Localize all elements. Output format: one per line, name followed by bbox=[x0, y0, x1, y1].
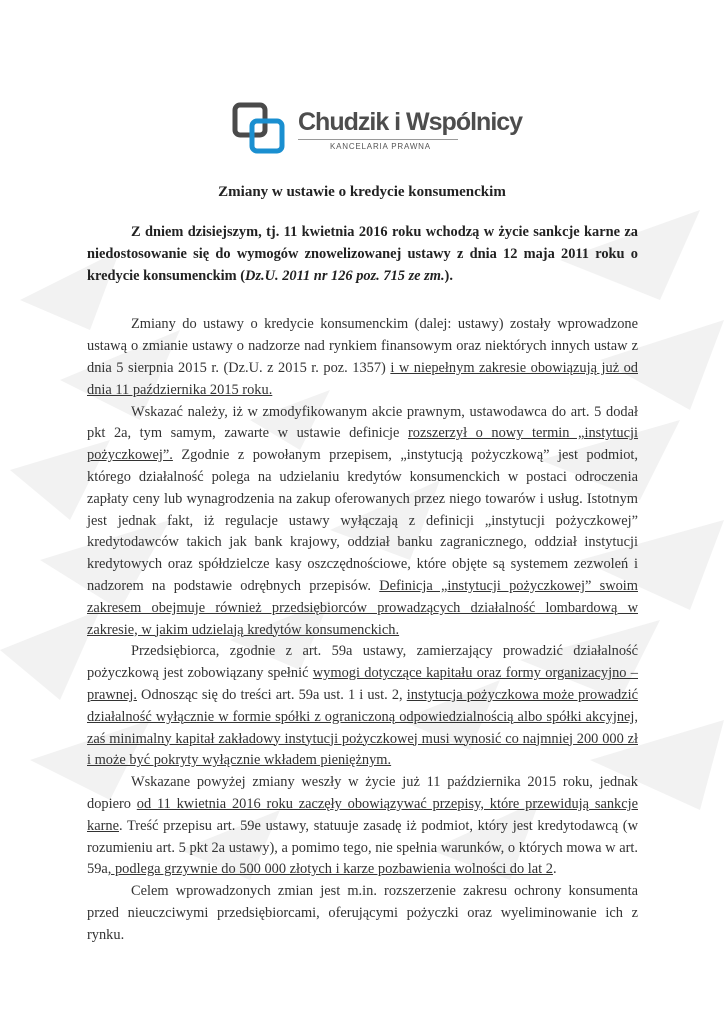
p3-text-b: Odnosząc się do treści art. 59a ust. 1 i ust. 2, bbox=[136, 686, 407, 703]
p4-underlined-1: od 11 kwietnia 2016 roku zaczęły obowiązywać przepisy, które przewidują sankcje karne bbox=[87, 795, 638, 834]
p3-underlined-2: instytucja pożyczkowa może prowadzić działalność wyłącznie w formie spółki z ograniczoną odpowiedzialnością albo spółki akcyjnej, zaś minimalny kapitał zakładowy instytucji pożyczkowej musi wynosić co najmniej 200 000 zł i może być pokryty wyłącznie wkładem pieniężnym. bbox=[87, 686, 638, 769]
company-logo bbox=[232, 102, 523, 160]
document-title: Zmiany w ustawie o kredycie konsumenckim bbox=[218, 184, 506, 200]
lead-text: Z dniem dzisiejszym, tj. 11 kwietnia 2016 roku wchodzą w życie sankcje karne za niedostosowanie się do wymogów znowelizowanej ustawy z dnia 12 maja 2011 roku o kredycie konsumenckim ( bbox=[87, 224, 638, 284]
p2-text-b: Zgodnie z powołanym przepisem, „instytucją pożyczkową” jest podmiot, którego działalność polega na udzielaniu kredytów konsumenckich w postaci odroczenia zapłaty ceny lub wynagrodzenia na zakup oferowanych przez niego towarów i usług. Istotnym jest jednak fakt, iż regulacje ustawy wyłączają z definicji „instytucji pożyczkowej” kredytodawców takich jak bank krajowy, oddział banku zagranicznego, oddział instytucji kredytowych oraz spółdzielcze kasy oszczędnościowe, które objęte są systemem zezwoleń i nadzorem na podstawie odrębnych przepisów. bbox=[87, 447, 638, 594]
logo-mark-icon bbox=[232, 102, 292, 160]
p2-underlined-1: rozszerzył o nowy termin „instytucji pożyczkowej”. bbox=[87, 425, 639, 464]
p4-underlined-2: , podlega grzywnie do 500 000 złotych i karze pozbawienia wolności do lat 2 bbox=[107, 861, 553, 878]
p4-text-b: . Treść przepisu art. 59e ustawy, statuuje zasadę iż podmiot, który jest kredytodawcą (w rozumieniu art. 5 pkt 2a ustawy), a pomimo tego, nie spełnia warunków, o których mowa w art. 59a bbox=[87, 817, 638, 878]
paragraph-1 bbox=[87, 314, 638, 401]
document-body bbox=[87, 222, 638, 947]
logo-divider bbox=[298, 139, 458, 140]
paragraph-2 bbox=[87, 402, 638, 642]
p3-underlined-1: wymogi dotyczące kapitału oraz formy organizacyjno – prawnej. bbox=[87, 665, 638, 703]
p4-text-a: Wskazane powyżej zmiany weszły w życie już 11 października 2015 roku, jednak dopiero bbox=[87, 774, 638, 812]
paragraph-4 bbox=[87, 772, 638, 881]
lead-paragraph bbox=[87, 222, 638, 287]
p2-text-a: Wskazać należy, iż w zmodyfikowanym akcie prawnym, ustawodawca do art. 5 dodał pkt 2a, tym samym, zawarte w ustawie definicje bbox=[87, 403, 638, 442]
lead-citation: Dz.U. 2011 nr 126 poz. 715 ze zm. bbox=[245, 267, 445, 284]
p4-text-c: . bbox=[552, 861, 557, 878]
p2-underlined-2: Definicja „instytucji pożyczkowej” swoim zakresem obejmuje również przedsiębiorców prowadzących działalność lombardową w zakresie, w jakim udzielają kredytów konsumenckich. bbox=[87, 577, 638, 638]
paragraph-3 bbox=[87, 641, 638, 772]
paragraph-5: Celem wprowadzonych zmian jest m.in. rozszerzenie zakresu ochrony konsumenta przed nieuczciwymi przedsiębiorcami, oferującymi pożyczki oraz wyeliminowanie ich z rynku. bbox=[87, 883, 638, 943]
p1-underlined: i w niepełnym zakresie obowiązują już od dnia 11 października 2015 roku. bbox=[87, 359, 638, 398]
logo-brand-name: Chudzik i Wspólnicy bbox=[298, 108, 523, 136]
logo-tagline: KANCELARIA PRAWNA bbox=[330, 142, 431, 151]
p1-text: Zmiany do ustawy o kredycie konsumenckim (dalej: ustawy) zostały wprowadzone ustawą o zmianie ustawy o nadzorze nad rynkiem finansowym oraz niektórych innych ustaw z dnia 5 sierpnia 2015 r. (Dz.U. z 2015 r. poz. 1357) bbox=[87, 316, 638, 376]
p3-text-a: Przedsiębiorca, zgodnie z art. 59a ustawy, zamierzający prowadzić działalność pożyczkową jest zobowiązany spełnić bbox=[87, 643, 638, 682]
lead-tail: ). bbox=[444, 267, 453, 284]
